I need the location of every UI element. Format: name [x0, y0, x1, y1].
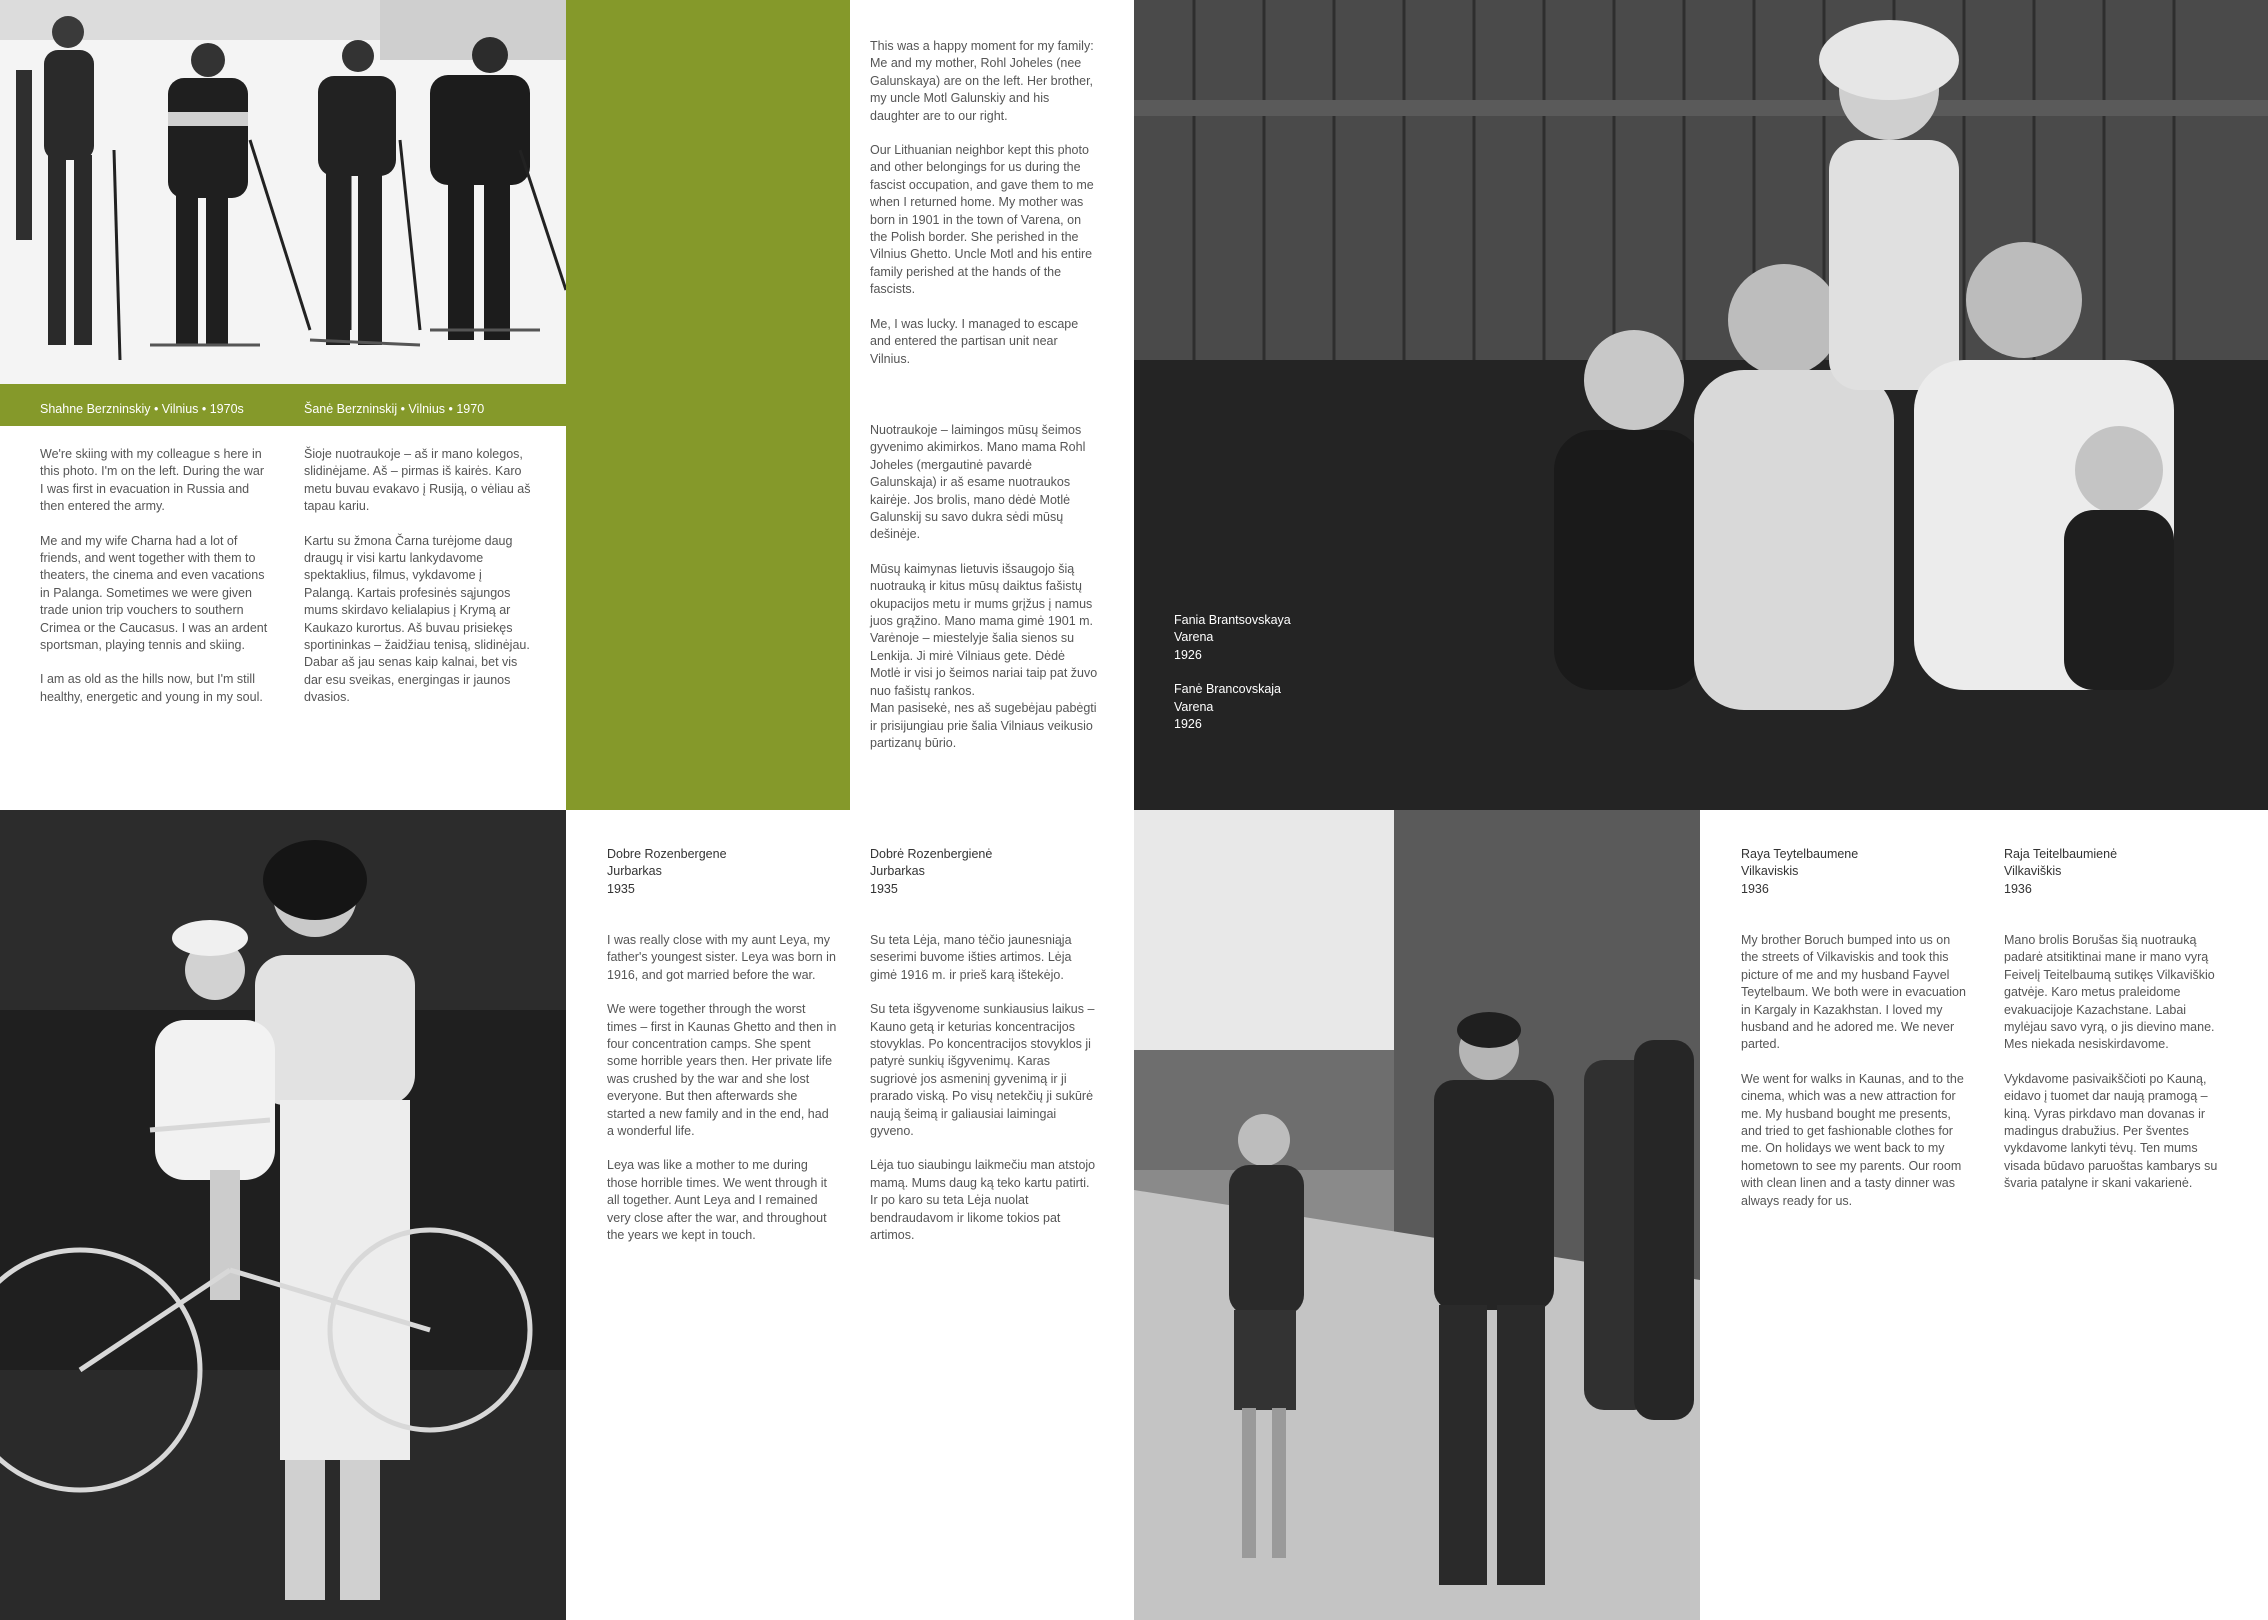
caption-line: Dobrė Rozenbergienė	[870, 847, 993, 861]
skiers-caption-lt: Šanė Berzninskij • Vilnius • 1970	[304, 402, 485, 416]
paragraph: Lėja tuo siaubingu laikmečiu man atstojo mamą. Mums daug ką teko kartu patirti. Ir po karo su teta Lėja nuolat bendraudavom ir likome tokios pat artimos.	[870, 1158, 1096, 1243]
rozenberg-text-lt	[870, 932, 1098, 1262]
caption-line: Fania Brantsovskaya	[1174, 613, 1291, 627]
bicycle-photo	[0, 810, 566, 1620]
caption-line: Dobre Rozenbergene	[607, 847, 727, 861]
teytelbaum-text-lt	[2004, 932, 2229, 1210]
caption-line: Vilkaviskis	[1741, 864, 1799, 879]
family-text-en	[870, 38, 1098, 385]
family-photo-caption	[1174, 612, 1291, 733]
paragraph: This was a happy moment for my family: Me and my mother, Rohl Joheles (nee Galunskaya) are on the left. Her brother, my uncle Motl Galunskiy and his daughter are to our right.	[870, 39, 1094, 123]
caption-line: Raya Teytelbaumene	[1741, 847, 1859, 861]
skiers-text-lt	[304, 446, 532, 724]
caption-line	[1174, 664, 1291, 681]
skiers-caption-band	[0, 384, 566, 426]
street-photo	[1134, 810, 1700, 1620]
skiers-text-en	[40, 446, 268, 723]
caption-line: 1936	[2004, 881, 2032, 896]
family-photo	[1134, 0, 2268, 810]
caption-line: Varena	[1174, 630, 1214, 645]
caption-line: 1935	[870, 881, 898, 896]
caption-line: Raja Teitelbaumienė	[2004, 847, 2118, 861]
accent-block	[566, 0, 850, 810]
paragraph: Me and my wife Charna had a lot of friends, and went together with them to theaters, the cinema and even vacations in Palanga. Sometimes we were given trade union trip vouchers to southern Crimea or the Caucasus. I was an ardent sportsman, playing tennis and skiing.	[40, 533, 268, 653]
paragraph: Me, I was lucky. I managed to escape and entered the partisan unit near Vilnius.	[870, 316, 1079, 366]
caption-line: 1936	[1741, 881, 1769, 896]
caption-line: 1926	[1174, 647, 1202, 662]
paragraph: Leya was like a mother to me during those horrible times. We went through it all together. Aunt Leya and I remained very close after the war, and throughout the years we kept in touch.	[607, 1158, 828, 1243]
paragraph: I was really close with my aunt Leya, my father's youngest sister. Leya was born in 1916, and got married before the war.	[607, 933, 836, 982]
caption-line: Varena	[1174, 699, 1214, 714]
caption-line: Fanė Brancovskaja	[1174, 682, 1282, 697]
teytelbaum-caption-en	[1741, 846, 1858, 898]
paragraph: We went for walks in Kaunas, and to the cinema, which was a new attraction for me. My husband bought me presents, and tried to get fashionable clothes for me. On holidays we went back to my hometown to see my parents. Our room with clean linen and a tasty dinner was always ready for us.	[1741, 1071, 1964, 1208]
paragraph: My brother Boruch bumped into us on the streets of Vilkaviskis and took this picture of me and my husband Fayvel Teytelbaum. We both were in evacuation in Kargaly in Kazakhstan. I loved my husband and he adored me. We never parted.	[1741, 933, 1966, 1052]
paragraph: We were together through the worst times – first in Kaunas Ghetto and then in four concentration camps. She spent some horrible years then. Her private life was crushed by the war and she lost everyone. But then afterwards she started a new family and in the end, had a wonderful life.	[607, 1002, 837, 1139]
rozenberg-caption-en	[607, 846, 727, 898]
family-text-lt	[870, 422, 1098, 769]
paragraph: Kartu su žmona Čarna turėjome daug draugų ir visi kartu lankydavome spektaklius, filmus, vykdavome į Palangą. Kartais profesinės sąjungos mums skirdavo kelialapius į Krymą ar Kaukazo kurortus. Aš buvau prisiekęs sportininkas – žaidžiau tenisą, slidinėjau. Dabar aš jau senas kaip kalnai, bet vis dar esu sveikas, energingas ir jaunos dvasios.	[304, 533, 530, 705]
caption-line: 1935	[607, 881, 635, 896]
skiers-photo	[0, 0, 566, 384]
caption-line: 1926	[1174, 717, 1202, 732]
caption-line: Jurbarkas	[870, 864, 925, 879]
paragraph: Nuotraukoje – laimingos mūsų šeimos gyvenimo akimirkos. Mano mama Rohl Joheles (mergautinė pavardė Galunskaja) ir aš esame nuotraukos kairėje. Jos brolis, mano dėdė Motlė Galunskij su savo dukra sėdi mūsų dešinėje.	[870, 423, 1086, 542]
rozenberg-text-en	[607, 932, 837, 1262]
paragraph: Su teta Lėja, mano tėčio jaunesniąja seserimi buvome išties artimos. Lėja gimė 1916 m. ir prieš karą ištekėjo.	[870, 933, 1072, 982]
skiers-caption-en: Shahne Berzninskiy • Vilnius • 1970s	[40, 402, 244, 416]
paragraph: I am as old as the hills now, but I'm still healthy, energetic and young in my soul.	[40, 672, 263, 704]
paragraph: We're skiing with my colleague s here in this photo. I'm on the left. During the war I was first in evacuation in Russia and then entered the army.	[40, 447, 265, 514]
teytelbaum-text-en	[1741, 932, 1966, 1227]
rozenberg-caption-lt	[870, 846, 992, 898]
paragraph: Our Lithuanian neighbor kept this photo and other belongings for us during the fascist occupation, and gave them to me when I returned home. My mother was born in 1901 in the town of Varena, on the Polish border. She perished in the Vilnius Ghetto. Uncle Motl and his entire family perished at the hands of the fascists.	[870, 143, 1094, 297]
paragraph: Vykdavome pasivaikščioti po Kauną, eidavo į tuomet dar naują pramogą – kiną. Vyras pirkdavo man dovanas ir madingus drabužius. Per šventes vykdavome lankyti tėvų. Ten mums visada būdavo paruoštas kambarys su švaria patalyne ir skani vakarienė.	[2004, 1071, 2218, 1191]
paragraph: Šioje nuotraukoje – aš ir mano kolegos, slidinėjame. Aš – pirmas iš kairės. Karo metu buvau evakavo į Rusiją, o vėliau aš tapau kariu.	[304, 447, 531, 514]
paragraph: Su teta išgyvenome sunkiausius laikus – Kauno getą ir keturias koncentracijos stovyklas. Po koncentracijos stovyklos ji patyrė sunkių išgyvenimų. Karas sugriovė jos asmeninį gyvenimą ir ji prarado viską. Po visų netekčių ji sukūrė naują šeimą ir galiausiai laimingai gyveno.	[870, 1002, 1095, 1139]
caption-line: Jurbarkas	[607, 864, 662, 879]
teytelbaum-caption-lt	[2004, 846, 2117, 898]
paragraph: Mano brolis Borušas šią nuotrauką padarė atsitiktinai mane ir mano vyrą Feivelį Teitelbaumą sutikęs Vilkaviškio gatvėje. Karo metus praleidome evakuacijoje Kazachstane. Labai mylėjau savo vyrą, o jis dievino mane. Mes niekada nesiskirdavome.	[2004, 933, 2215, 1052]
paragraph: Mūsų kaimynas lietuvis išsaugojo šią nuotrauką ir kitus mūsų daiktus fašistų okupacijos metu ir mums grįžus į namus juos grąžino. Mano mama gimė 1901 m. Varėnoje – miestelyje šalia sienos su Lenkija. Ji mirė Vilniaus gete. Dėdė Motlė ir visi jo šeimos nariai taip pat žuvo nuo fašistų rankos. Man pasisekė, nes aš sugebėjau pabėgti ir prisijungiau prie šalia Vilniaus veikusio partizanų būrio.	[870, 561, 1098, 750]
caption-line: Vilkaviškis	[2004, 864, 2062, 879]
